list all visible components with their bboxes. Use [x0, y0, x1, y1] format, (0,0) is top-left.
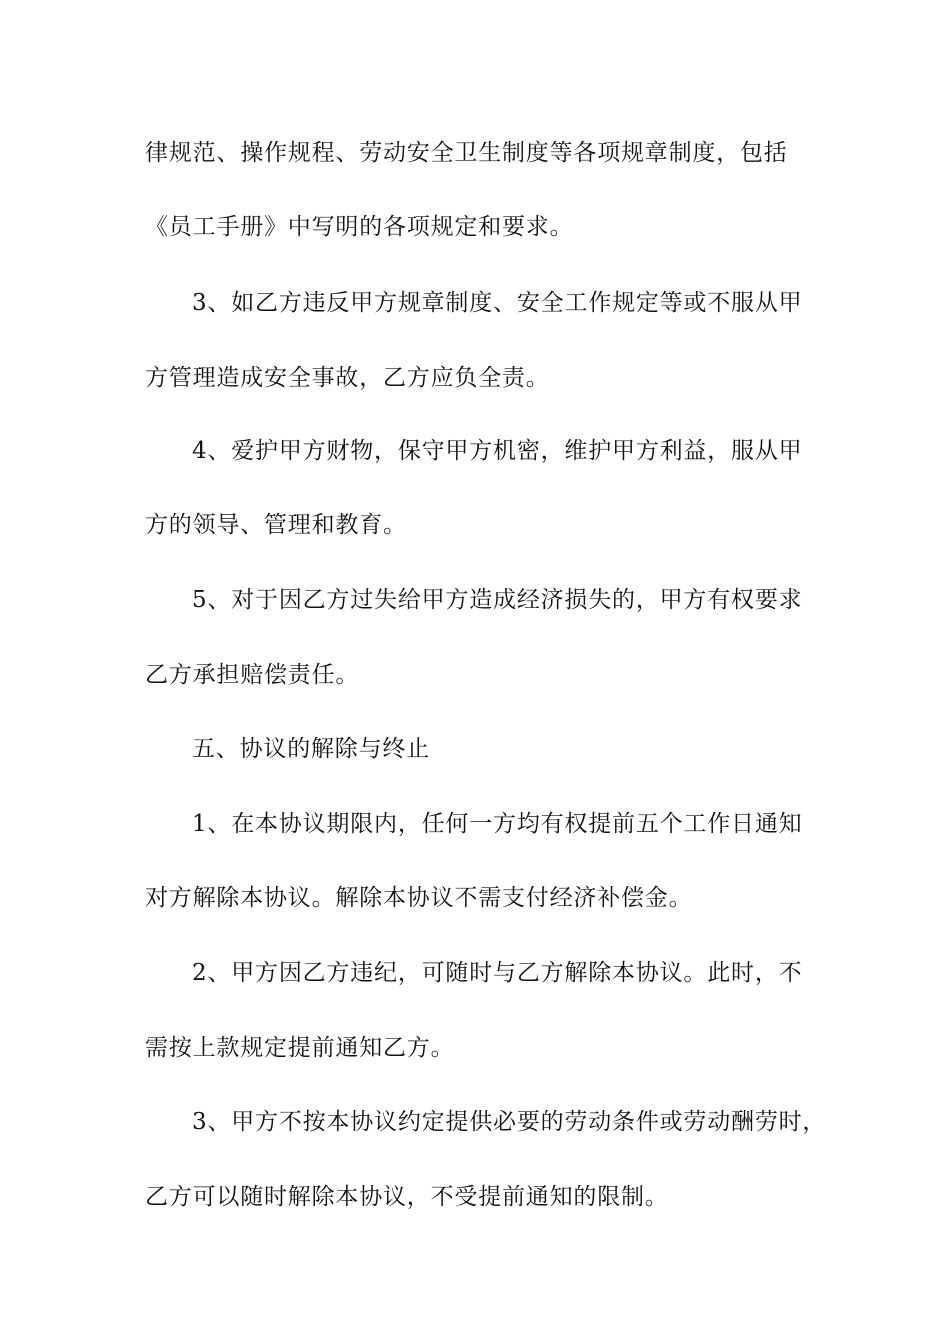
section-heading: 五、协议的解除与终止	[192, 736, 430, 762]
text-line: 乙方承担赔偿责任。	[145, 662, 360, 688]
text-line: 方管理造成安全事故，乙方应负全责。	[145, 365, 550, 391]
text-line: 乙方可以随时解除本协议，不受提前通知的限制。	[145, 1184, 669, 1210]
text-line: 3、甲方不按本协议约定提供必要的劳动条件或劳动酬劳时，	[192, 1109, 827, 1135]
text-line: 2、甲方因乙方违纪，可随时与乙方解除本协议。此时，不	[192, 960, 803, 986]
text-line: 需按上款规定提前通知乙方。	[145, 1035, 455, 1061]
text-line: 1、在本协议期限内，任何一方均有权提前五个工作日通知	[192, 811, 803, 837]
text-line: 对方解除本协议。解除本协议不需支付经济补偿金。	[145, 885, 693, 911]
text-line: 律规范、操作规程、劳动安全卫生制度等各项规章制度，包括	[145, 140, 788, 166]
text-line: 《员工手册》中写明的各项规定和要求。	[145, 214, 574, 240]
text-line: 4、爱护甲方财物，保守甲方机密，维护甲方利益，服从甲	[192, 438, 803, 464]
text-line: 方的领导、管理和教育。	[145, 512, 407, 538]
text-line: 5、对于因乙方过失给甲方造成经济损失的，甲方有权要求	[192, 587, 803, 613]
text-line: 3、如乙方违反甲方规章制度、安全工作规定等或不服从甲	[192, 290, 803, 316]
